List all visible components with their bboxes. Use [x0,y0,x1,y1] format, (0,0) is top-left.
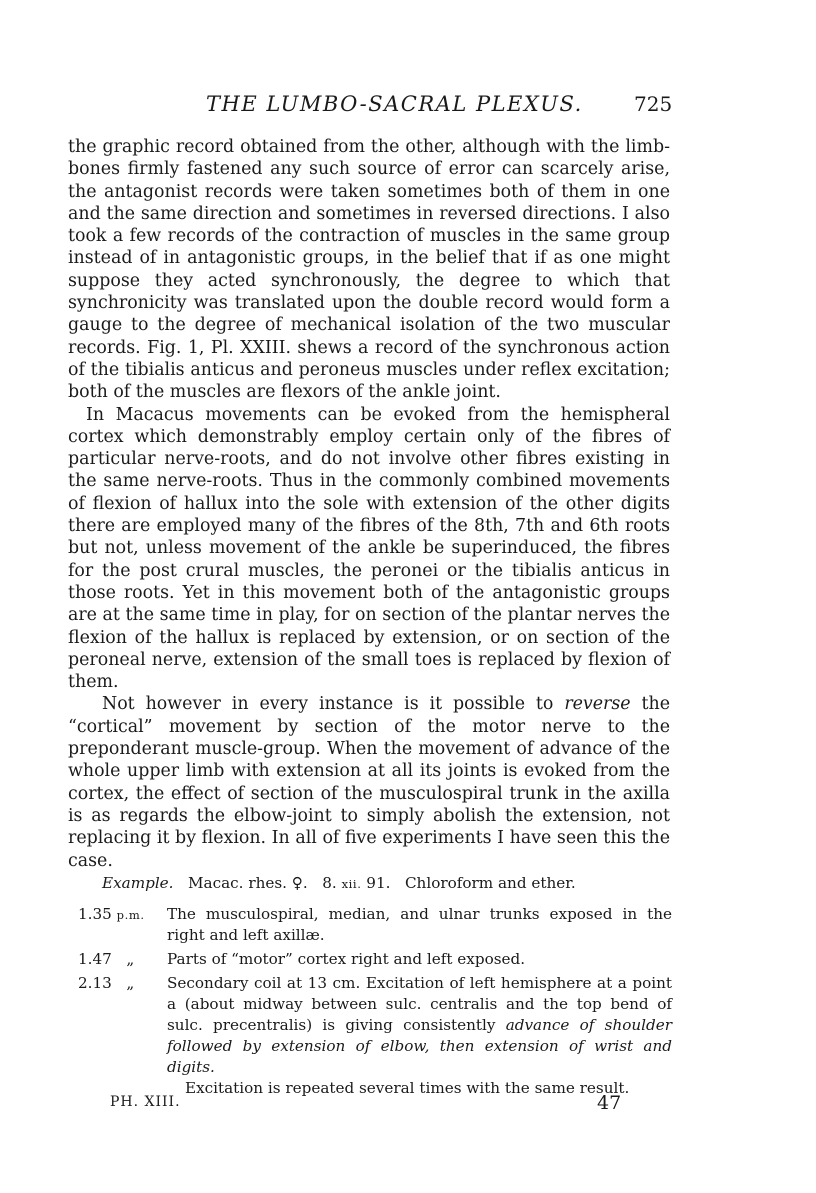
entry-text-continuation: Excitation is repeated several times with the same result. [185,1079,630,1097]
page-footer [0,1092,816,1116]
paragraph-1: the graphic record obtained from the other, although with the limb-bones firmly fastened any such source of error can scarcely arise, the antagonist records were taken sometimes both of them in one and the same direction and sometimes in reversed directions. I also took a few records of the contraction of muscles in the same group instead of in antagonistic groups, in the belief that if as one might suppose they acted synchronously, the degree to which that synchronicity was translated upon the double record would form a gauge to the degree of mechanical isolation of the two muscular records. Fig. 1, Pl. XXIII. shews a record of the synchronous action of the tibialis anticus and peroneus muscles under reflex excitation; both of the muscles are flexors of the ankle joint. [68,137,670,403]
example-label: Example. [102,874,174,892]
protocol-entry [78,973,672,1099]
paragraph-3-start: Not however in every instance is it possible to [102,694,565,715]
signature-number: 47 [597,1092,622,1114]
entry-time-value: 1.47 [78,950,112,968]
example-date-day: 8. [322,874,337,892]
entry-text-italic: advance of shoulder followed by extension of elbow, then extension of wrist and digits. [167,1016,673,1076]
protocol-entry [78,904,672,946]
running-title: THE LUMBO-SACRAL PLEXUS. [206,92,583,116]
entry-time-value: 2.13 [78,974,112,992]
entry-time-suffix: p.m. [116,908,145,922]
example-anaesthetic: Chloroform and ether. [404,874,576,892]
example-date-month: xii. [341,877,362,891]
entry-time [78,904,167,946]
running-head [0,92,816,122]
entry-time-suffix: „ [126,974,135,992]
entry-time-value: 1.35 [78,905,112,923]
page-number: 725 [634,92,673,116]
paragraph-3-end: the “cortical” movement by section of the motor nerve to the preponderant muscle-group. When the movement of advance of the whole upper limb with extension at all its joints is evoked from the cortex, the effect of section of the musculospiral trunk in the axilla is as regards the elbow-joint to simply abolish the extension, not replacing it by flexion. In all of five experiments I have seen this the case. [68,694,670,871]
entry-time-suffix: „ [126,950,135,968]
signature-mark: PH. XIII. [110,1094,181,1110]
paragraph-3 [68,693,670,871]
entry-text: The musculospiral, median, and ulnar trunks exposed in the right and left axillæ. [167,905,672,944]
example-date-year: 91. [366,874,391,892]
example-protocol [78,873,672,1102]
example-subject: Macac. rhes. ♀. [188,874,308,892]
entry-time [78,949,167,970]
entry-time [78,973,167,1099]
entry-text [167,973,672,1099]
paragraph-3-italic: reverse [564,694,631,715]
body-text [68,136,670,872]
entry-text: Parts of “motor” cortex right and left exposed. [167,950,526,968]
paragraph-2: In Macacus movements can be evoked from the hemispheral cortex which demonstrably employ certain only of the fibres of particular nerve-roots, and do not involve other fibres existing in the same nerve-roots. Thus in the commonly combined movements of flexion of hallux into the sole with extension of the other digits there are employed many of the fibres of the 8th, 7th and 6th roots but not, unless movement of the ankle be superinduced, the fibres for the post crural muscles, the peronei or the tibialis anticus in those roots. Yet in this movement both of the antagonistic groups are at the same time in play, for on section of the plantar nerves the flexion of the hallux is replaced by extension, or on section of the peroneal nerve, extension of the small toes is replaced by flexion of them. [68,404,670,693]
example-heading [78,873,672,895]
protocol-entry [78,949,672,970]
entry-text-plain: Secondary coil at 13 cm. Excitation of left hemisphere at a point a (about midway between sulc. centralis and the top bend of sulc. precentralis) is giving consistently [167,974,672,1034]
